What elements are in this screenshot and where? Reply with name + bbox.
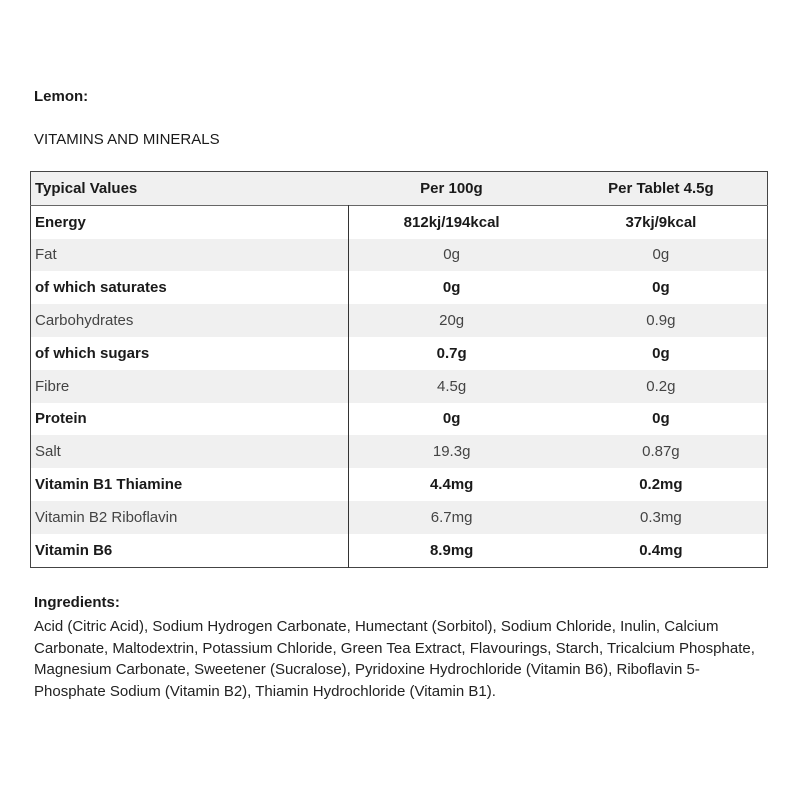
value-per-100g: 4.4mg <box>429 476 474 494</box>
table-row <box>31 370 768 403</box>
value-per-100g: 19.3g <box>432 443 471 461</box>
value-per-tablet: 0.4mg <box>639 541 683 559</box>
value-per-100g: 8.9mg <box>429 541 474 559</box>
value-per-100g: 0g <box>443 246 460 264</box>
flavour-title: Lemon: <box>34 88 89 105</box>
value-per-tablet: 0g <box>652 279 670 297</box>
ingredients-text: Acid (Citric Acid), Sodium Hydrogen Carbonate, Humectant (Sorbitol), Sodium Chloride, Inulin, Calcium Carbonate, Maltodextrin, Potassium Chloride, Green Tea Extract, Flavourings, Starch, Tricalcium Phosphate, Magnesium Carbonate, Sweetener (Sucralose), Pyridoxine Hydrochloride (Vitamin B6), Riboflavin 5-Phosphate Sodium (Vitamin B2), Thiamin Hydrochloride (Vitamin B1). <box>34 618 755 700</box>
value-per-tablet: 0g <box>652 410 670 428</box>
table-row <box>31 403 768 436</box>
value-per-100g: 6.7mg <box>430 508 473 526</box>
value-per-tablet: 0g <box>652 246 670 264</box>
nutrient-label: Vitamin B1 Thiamine <box>31 468 349 501</box>
table-row <box>31 205 768 238</box>
value-per-tablet: 0.3mg <box>640 508 682 526</box>
value-per-100g: 812kj/194kcal <box>403 213 500 231</box>
header-per-tablet: Per Tablet 4.5g <box>608 179 714 197</box>
nutrient-label: of which saturates <box>31 271 349 304</box>
section-heading: VITAMINS AND MINERALS <box>34 131 220 148</box>
nutrient-label: Salt <box>31 435 349 468</box>
table-row <box>31 435 768 468</box>
table-row <box>31 337 768 370</box>
value-per-tablet: 0g <box>652 344 670 362</box>
nutrition-table-body <box>31 205 768 567</box>
value-per-tablet: 0.87g <box>642 443 680 461</box>
nutrient-label: of which sugars <box>31 337 349 370</box>
value-per-100g: 0g <box>442 279 461 297</box>
ingredients-title: Ingredients: <box>34 594 120 611</box>
nutrient-label: Vitamin B2 Riboflavin <box>31 501 349 534</box>
value-per-tablet: 0.9g <box>646 312 676 330</box>
nutrient-label: Protein <box>31 403 349 436</box>
table-row <box>31 468 768 501</box>
table-row <box>31 501 768 534</box>
table-row <box>31 304 768 337</box>
value-per-100g: 0.7g <box>436 344 467 362</box>
value-per-100g: 20g <box>439 312 465 330</box>
table-header-row <box>31 172 768 206</box>
table-row <box>31 534 768 567</box>
value-per-100g: 4.5g <box>437 377 467 395</box>
header-per-100g: Per 100g <box>420 179 483 197</box>
nutrient-label: Carbohydrates <box>31 304 349 337</box>
table-row <box>31 271 768 304</box>
value-per-100g: 0g <box>442 410 461 428</box>
nutrition-table <box>30 171 768 568</box>
nutrient-label: Fibre <box>31 370 349 403</box>
value-per-tablet: 0.2mg <box>639 476 683 494</box>
nutrient-label: Fat <box>31 239 349 272</box>
header-typical-values: Typical Values <box>35 179 138 197</box>
value-per-tablet: 0.2g <box>646 377 676 395</box>
table-row <box>31 239 768 272</box>
nutrient-label: Energy <box>31 205 349 238</box>
nutrient-label: Vitamin B6 <box>31 534 349 567</box>
value-per-tablet: 37kj/9kcal <box>625 213 697 231</box>
